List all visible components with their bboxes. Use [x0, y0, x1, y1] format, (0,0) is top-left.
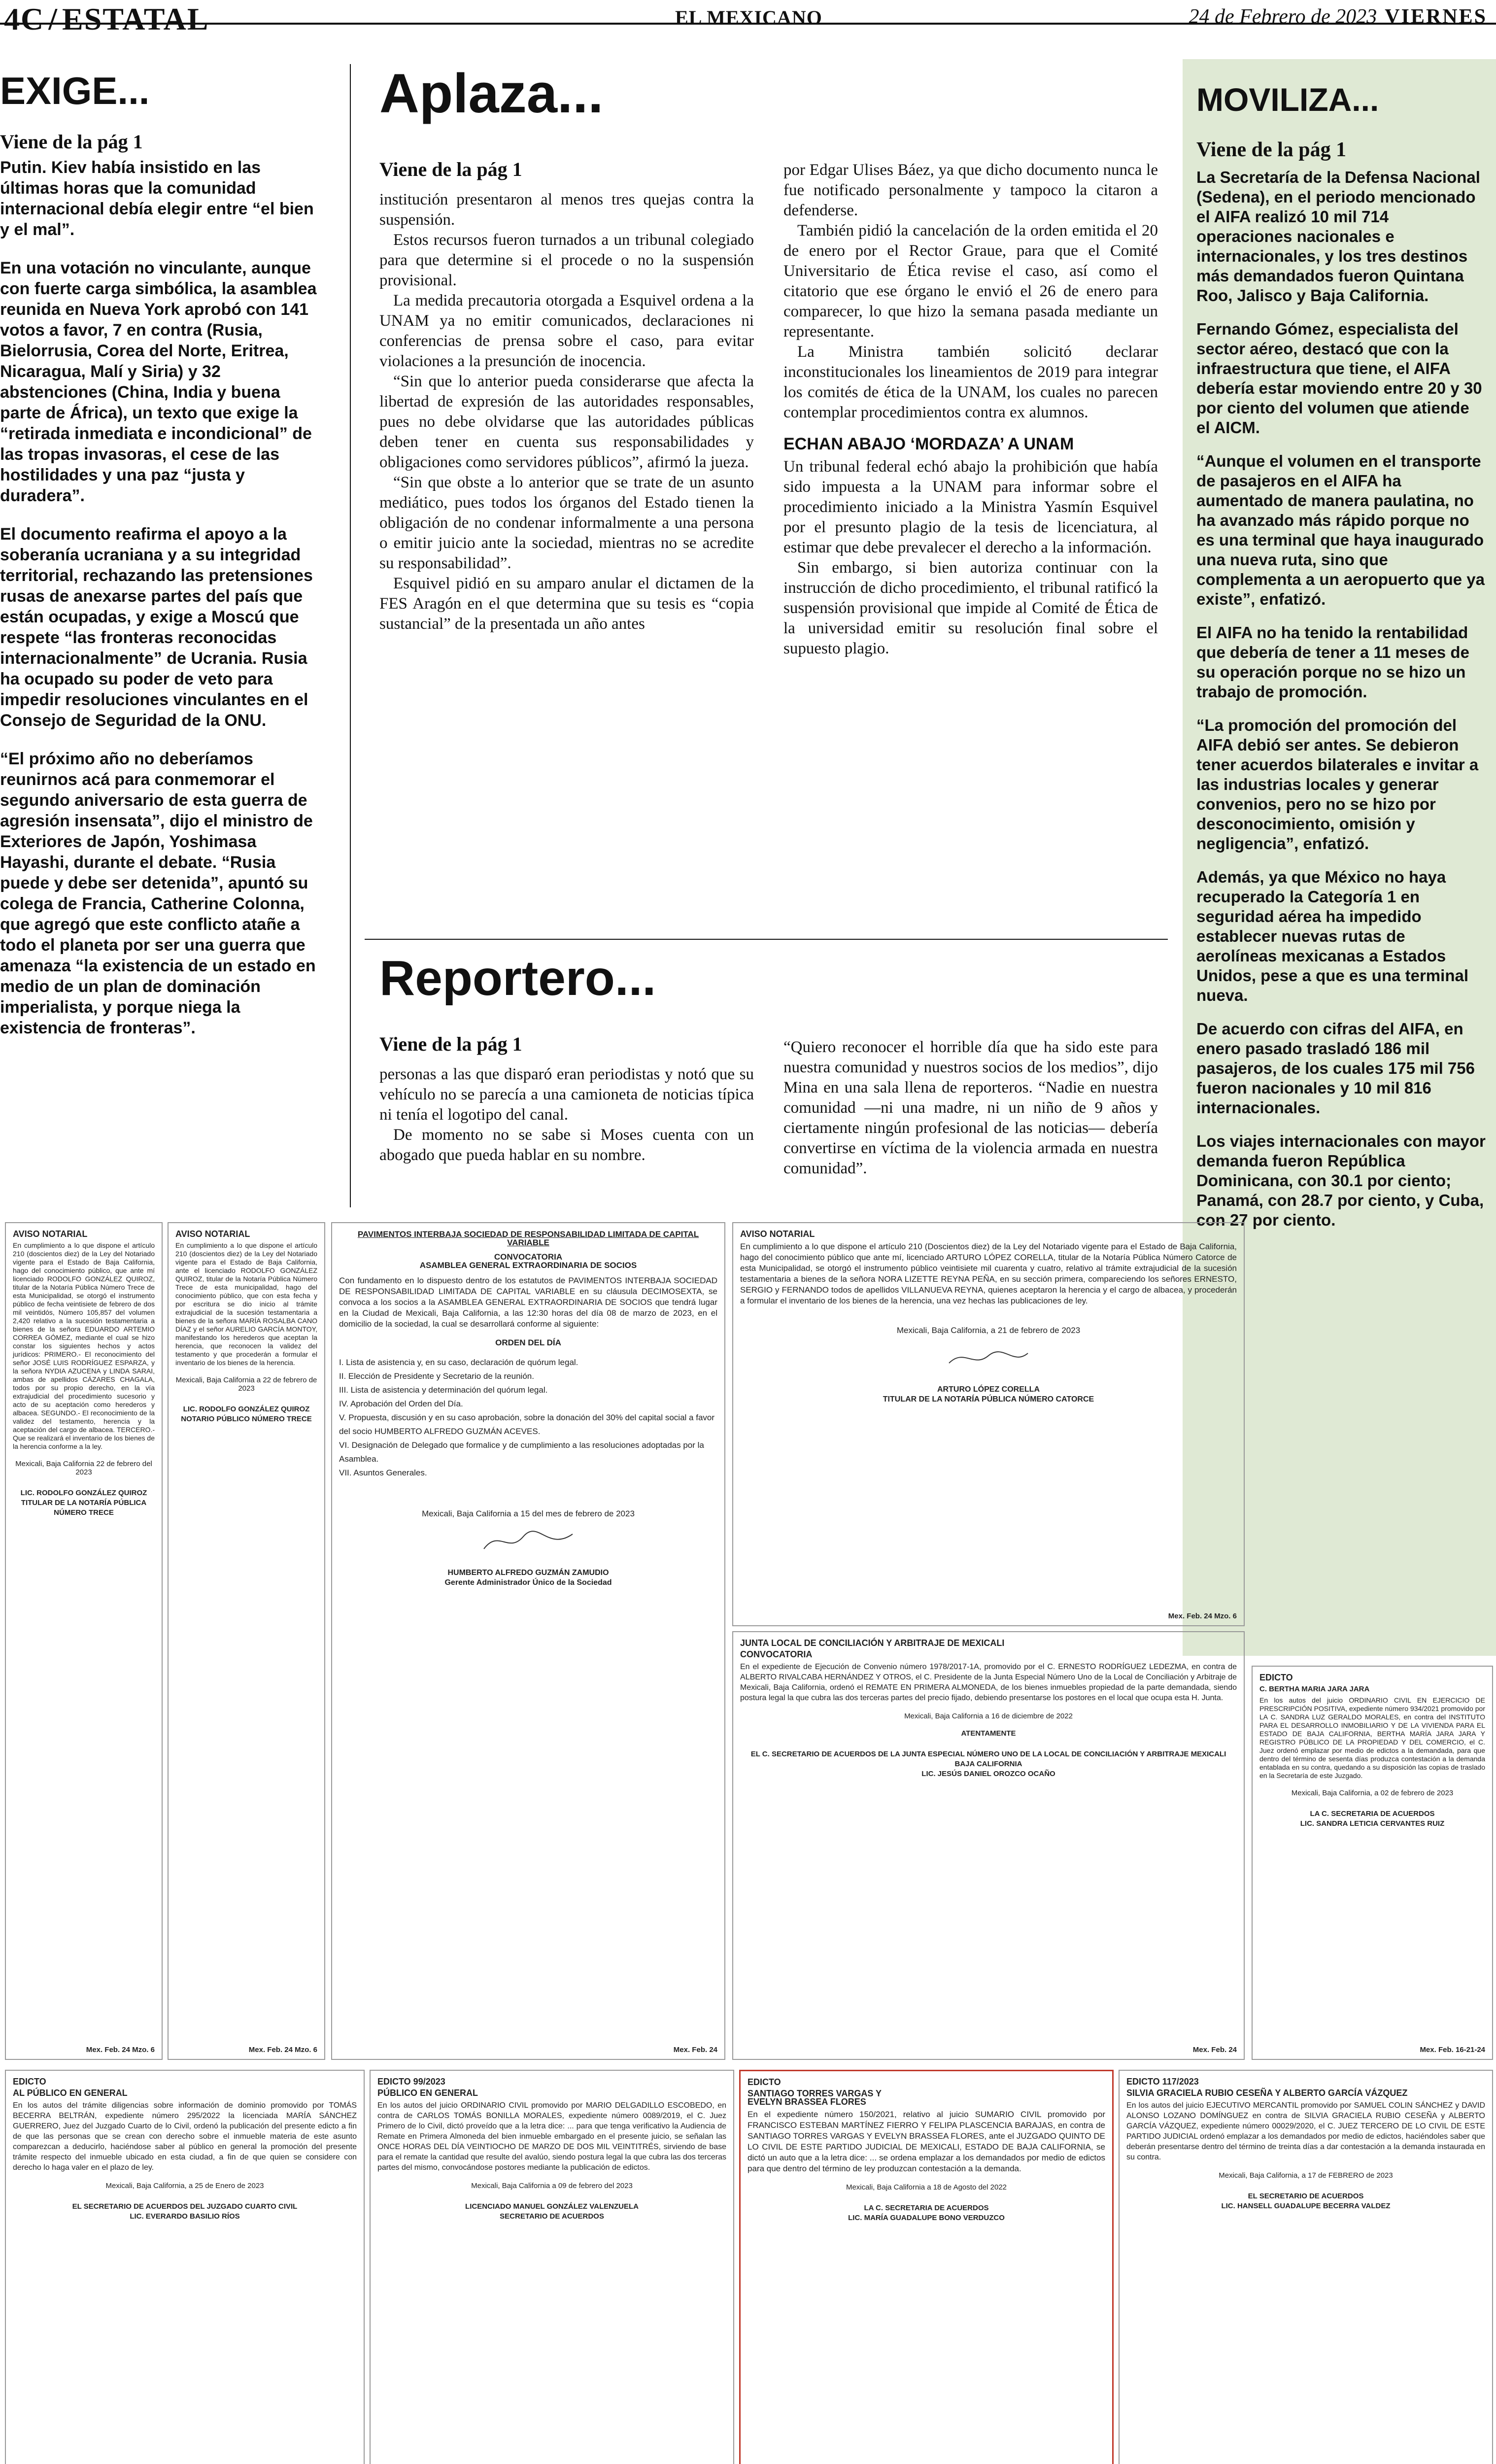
- notice-date: Mexicali, Baja California, a 02 de febrero de 2023: [1291, 1789, 1454, 1797]
- notice-title: JUNTA LOCAL DE CONCILIACIÓN Y ARBITRAJE DE MEXICALI: [740, 1638, 1005, 1648]
- moviliza-paragraph: La Secretaría de la Defensa Nacional (Sedena), en el periodo mencionado el AIFA realizó 10 mil 714 operaciones nacionales e internacionales, y los tres destinos más demandados fueron Quintana Roo, Jalisco y Baja California.: [1196, 168, 1480, 305]
- notice-aviso-notarial-3: [732, 1222, 1245, 1626]
- masthead: EL MEXICANO: [675, 6, 822, 29]
- notice-subtitle: SANTIAGO TORRES VARGAS Y EVELYN BRASSEA FLORES: [748, 2088, 882, 2107]
- aplaza-paragraph: “Sin que lo anterior pueda considerarse que afecta la libertad de expresión de las autoridades responsables, pues no debe olvidarse que las autoridades públicas deben tener en cuenta sus responsabilidades y obligaciones como servidores públicos”, afirmó la jueza.: [379, 373, 754, 471]
- notice-title: EDICTO: [748, 2077, 781, 2087]
- aplaza-paragraph: También pidió la cancelación de la orden emitida el 20 de enero por el Rector Graue, para que el Comité Universitario de Ética revise el caso, así como el citatorio que ese órgano le envió el 26 de enero para comparecer, lo que hizo la semana pasada mediante un representante.: [783, 222, 1158, 341]
- moviliza-body: [1196, 168, 1487, 1244]
- notice-junta-conciliacion: [732, 1631, 1245, 2060]
- notice-body: En los autos del juicio EJECUTIVO MERCANTIL promovido por SAMUEL COLIN SÁNCHEZ y DAVID ALONSO LOZANO DOMÍNGUEZ en contra de SILVIA GRACIELA RUBIO CESEÑA y ALBERTO GARCÍA VÁZQUEZ, expediente número 00029/2020, el C. JUEZ TERCERO DE LO CIVIL DE ESTE PARTIDO JUDICIAL ordenó emplazar a los demandados por medio de edictos, haciéndoles saber que deberán presentarse dentro del término de treinta días a dar contestación a la demanda instaurada en su contra.: [1126, 2101, 1485, 2161]
- page-header: [0, 0, 1496, 36]
- notice-footer: Mex. Feb. 16-21-24: [1420, 2046, 1485, 2054]
- agenda-title: ORDEN DEL DÍA: [495, 1338, 561, 1347]
- notice-body: Con fundamento en lo dispuesto dentro de los estatutos de PAVIMENTOS INTERBAJA SOCIEDAD DE RESPONSABILIDAD LIMITADA DE CAPITAL VARIABLE en su cláusula DECIMOSEXTA, se convoca a los socios a la ASAMBLEA GENERAL EXTRAORDINARIA DE SOCIOS que tendrá lugar en la Ciudad de Mexicali, Baja California, a las 12:30 horas del día 08 de marzo de 2023, en el domicilio de la sociedad, la cual se desarrollará conforme al siguiente:: [339, 1276, 717, 1329]
- notice-footer: Mex. Feb. 24 Mzo. 6: [86, 2046, 155, 2054]
- moviliza-paragraph: “Aunque el volumen en el transporte de pasajeros en el AIFA ha aumentado de manera paulatina, no ha avanzado más rápido porque no es una terminal que haya inaugurado una nueva ruta, sino que complementa a un aeropuerto que ya existe”, enfatizó.: [1196, 452, 1485, 608]
- notice-edicto-bertha: [1252, 1666, 1493, 2060]
- agenda-item: I. Lista de asistencia y, en su caso, declaración de quórum legal.: [339, 1358, 578, 1367]
- issue-date: [1189, 5, 1487, 29]
- aplaza-subhead: ECHAN ABAJO ‘MORDAZA’ A UNAM: [783, 435, 1074, 453]
- notice-title: AVISO NOTARIAL: [13, 1229, 88, 1239]
- kicker-moviliza: Viene de la pág 1: [1196, 138, 1347, 161]
- reportero-col-a: [379, 1032, 754, 1165]
- page-number: [4, 1, 209, 37]
- notice-signer: LA C. SECRETARIA DE ACUERDOS LIC. MARÍA GUADALUPE BONO VERDUZCO: [848, 2204, 1005, 2222]
- column-divider: [350, 64, 351, 1207]
- notice-body: En los autos del juicio ORDINARIO CIVIL EN EJERCICIO DE PRESCRIPCIÓN POSITIVA, expediente número 934/2021 promovido por LA C. SANDRA LUZ GERALDO MORALES, en contra del INSTITUTO PARA EL DESARROLLO INMOBILIARIO Y DE LA VIVIENDA PARA EL ESTADO DE BAJA CALIFORNIA, BERTHA MARÍA JARA JARA Y REGISTRO PÚBLICO DE LA PROPIEDAD Y DEL COMERCIO, el C. Juez ordenó emplazar por medio de edictos a la demandada, para que dentro del término de sesenta días produzca contestación a la demanda entablada en su contra, quedando a su disposición las copias de traslado en la Secretaría de este Juzgado.: [1259, 1696, 1485, 1780]
- reportero-text-c: [783, 1037, 1158, 1179]
- notice-date: Mexicali, Baja California, a 21 de febrero de 2023: [896, 1326, 1081, 1335]
- notice-edicto-99: [370, 2070, 734, 2464]
- notice-subtitle: C. BERTHA MARIA JARA JARA: [1259, 1685, 1370, 1693]
- notice-body: En cumplimiento a lo que dispone el artículo 210 (doscientos diez) de la Ley del Notariado vigente para el Estado de Baja California, ante el licenciado RODOLFO GONZÁLEZ QUIROZ, titular de la Notaría Pública Número Trece de esta municipalidad, hago del conocimiento público, que con esta fecha y por escritura se dio inicio al trámite extrajudicial de la sucesión testamentaria a bienes de la señora MARÍA ROSALBA CANO DÍAZ y el señor AURELIO GARCÍA MONTOY, manifestando los herederos que aceptan la herencia, que reconocen la validez del testamento y que procederán a formular el inventario de los bienes de la herencia.: [175, 1241, 317, 1367]
- notice-signer: EL SECRETARIO DE ACUERDOS DEL JUZGADO CUARTO CIVIL LIC. EVERARDO BASILIO RÍOS: [72, 2202, 298, 2221]
- reportero-text-a: [379, 1064, 754, 1165]
- aplaza-col-b: [783, 160, 1158, 659]
- notice-date: Mexicali, Baja California a 15 del mes de febrero de 2023: [422, 1509, 635, 1518]
- notice-signer: ARTURO LÓPEZ CORELLA TITULAR DE LA NOTARÍA PÚBLICA NÚMERO CATORCE: [883, 1385, 1094, 1403]
- notice-edicto-117: [1119, 2070, 1493, 2464]
- moviliza-paragraph: Además, ya que México no haya recuperado la Categoría 1 en seguridad aérea ha impedido establecer nuevas rutas de aerolíneas mexicanas a Estados Unidos, pese a que es una terminal nueva.: [1196, 868, 1468, 1004]
- headline-exige: EXIGE...: [0, 69, 150, 112]
- moviliza-paragraph: Fernando Gómez, especialista del sector aéreo, destacó que con la infraestructura que tiene, el AIFA debería estar moviendo entre 20 y 30 por ciento del volumen que atiende el AICM.: [1196, 320, 1482, 437]
- aplaza-paragraph: “Sin que obste a lo anterior que se trate de un asunto mediático, pues todos los órganos del Estado tienen la obligación de no condenar informalmente a una persona o emitir juicio ante la sociedad, mientras no se acredite su responsabilidad”.: [379, 474, 754, 572]
- notice-footer: Mex. Feb. 24: [673, 2046, 717, 2054]
- notice-signer: EL SECRETARIO DE ACUERDOS LIC. HANSELL GUADALUPE BECERRA VALDEZ: [1221, 2192, 1391, 2210]
- signature-image: [479, 1527, 578, 1556]
- agenda-item: III. Lista de asistencia y determinación del quórum legal.: [339, 1385, 548, 1395]
- notice-subtitle: PÚBLICO EN GENERAL: [377, 2088, 478, 2098]
- notice-date: Mexicali, Baja California 22 de febrero del 2023: [15, 1460, 152, 1476]
- kicker-aplaza: Viene de la pág 1: [379, 158, 522, 180]
- notice-signer: LIC. RODOLFO GONZÁLEZ QUIROZ NOTARIO PÚBLICO NÚMERO TRECE: [181, 1405, 312, 1423]
- notice-aviso-notarial-1: [5, 1222, 163, 2060]
- notice-date: Mexicali, Baja California a 18 de Agosto del 2022: [846, 2183, 1007, 2191]
- notice-footer: Mex. Feb. 24: [1192, 2046, 1237, 2054]
- notice-edicto-santiago: [739, 2070, 1114, 2464]
- notice-title: AVISO NOTARIAL: [740, 1229, 815, 1239]
- agenda-item: II. Elección de Presidente y Secretario de la reunión.: [339, 1371, 534, 1381]
- notice-convocatoria-pavimentos: [331, 1222, 725, 2060]
- headline-aplaza: Aplaza...: [379, 63, 604, 124]
- date-text: 24 de Febrero de 2023: [1189, 5, 1377, 28]
- aplaza-paragraph: Un tribunal federal echó abajo la prohibición que había sido impuesta a la UNAM para informar sobre el procedimiento iniciado a la Ministra Yasmín Esquivel por el presunto plagio de la tesis de licenciatura, al estimar que debe prevalecer el derecho a la información.: [783, 458, 1158, 556]
- notice-aviso-notarial-2: [168, 1222, 325, 2060]
- reportero-paragraph: “Quiero reconocer el horrible día que ha sido este para nuestra comunidad y nuestros socios de los medios”, dijo Mina en una sala llena de reporteros. “Nadie en nuestra comunidad —ni una madre, ni un niño de 9 años y ciertamente ningún profesional de las noticias— debería convertirse en víctima de la violencia armada en nuestra comunidad”.: [783, 1038, 1158, 1177]
- notice-subtitle: CONVOCATORIA: [740, 1649, 813, 1659]
- aplaza-paragraph: por Edgar Ulises Báez, ya que dicho documento nunca le fue notificado personalmente y tampoco la citaron a defenderse.: [783, 161, 1158, 219]
- notice-body: En cumplimiento a lo que dispone el artículo 210 (Doscientos diez) de la Ley del Notariado vigente para el Estado de Baja California, hago del conocimiento público que ante mí, licenciado ARTURO LÓPEZ CORELLA, titular de la Notaría Pública Número Catorce de esta Municipalidad, se otorgó el instrumento público veintisiete mil cuarenta y cuatro, relativo al trámite extrajudicial de la sucesión testamentaria a bienes de la señora NORA LIZETTE REYNA PEÑA, en su sección primera, compareciendo los señores ERNESTO, SERGIO y FERNANDO todos de apellidos VILLANUEVA REYNA, quienes aceptaron la herencia y el cargo de albacea, y procederán a formular el inventario de los bienes de la herencia, una vez hechas las publicaciones de ley.: [740, 1242, 1237, 1305]
- aplaza-text-b: [783, 160, 1158, 423]
- exige-p1: Putin. Kiev había insistido en las últimas horas que la comunidad internacional debía elegir entre “el bien y el mal”.: [0, 158, 314, 239]
- article-exige: [0, 69, 345, 1038]
- kicker-reportero: Viene de la pág 1: [379, 1033, 522, 1055]
- moviliza-paragraph: Los viajes internacionales con mayor demanda fueron República Dominicana, con 30.1 por ciento; Panamá, con 28.7 por ciento, y Cuba, con 27 por ciento.: [1196, 1132, 1486, 1229]
- aplaza-paragraph: Estos recursos fueron turnados a un tribunal colegiado para que determine si el procede o no la suspensión provisional.: [379, 231, 754, 289]
- signature-image: [939, 1343, 1038, 1373]
- agenda-item: IV. Aprobación del Orden del Día.: [339, 1399, 463, 1408]
- notice-footer: Mex. Feb. 24 Mzo. 6: [1168, 1612, 1237, 1620]
- notice-title: EDICTO: [1259, 1673, 1293, 1682]
- notice-footer: Mex. Feb. 24 Mzo. 6: [248, 2046, 317, 2054]
- agenda-item: VII. Asuntos Generales.: [339, 1468, 427, 1477]
- reportero-col-b: [783, 1037, 1158, 1179]
- exige-p4: “El próximo año no deberíamos reunirnos acá para conmemorar el segundo aniversario de esta guerra de agresión insensata”, dijo el ministro de Exteriores de Japón, Yoshimasa Hayashi, durante el debate. “Rusia puede y debe ser detenida”, apuntó su colega de Francia, Catherine Colonna, que agregó que este conflicto atañe a todo el planeta por ser una guerra que amenaza “la existencia de un estado en medio de un plan de dominación imperialista, y porque niega la existencia de fronteras”.: [0, 750, 316, 1037]
- reportero-paragraph: personas a las que disparó eran periodistas y notó que su vehículo no se parecía a una camioneta de noticias típica ni tenía el logotipo del canal.: [379, 1065, 754, 1124]
- aplaza-paragraph: La Ministra también solicitó declarar inconstitucionales los lineamientos de 2019 para integrar los comités de ética de la UNAM, los cuales no parecen contemplar procedimientos contra ex alumnos.: [783, 343, 1158, 421]
- notice-date: Mexicali, Baja California, a 25 de Enero de 2023: [105, 2182, 264, 2190]
- notice-subtitle: CONVOCATORIA ASAMBLEA GENERAL EXTRAORDINARIA DE SOCIOS: [419, 1252, 637, 1270]
- weekday-text: VIERNES: [1385, 5, 1487, 28]
- notice-signer: EL C. SECRETARIO DE ACUERDOS DE LA JUNTA ESPECIAL NÚMERO UNO DE LA LOCAL DE CONCILIACIÓN Y ARBITRAJE MEXICALI BAJA CALIFORNIA LIC. JESÚS DANIEL OROZCO OCAÑO: [750, 1750, 1226, 1778]
- aplaza-paragraph: Esquivel pidió en su amparo anular el dictamen de la FES Aragón en el que determina que su tesis es “copia sustancial” de la presentada un año antes: [379, 575, 754, 633]
- notice-date: Mexicali, Baja California a 22 de febrero de 2023: [175, 1376, 317, 1393]
- notice-title: AVISO NOTARIAL: [175, 1229, 250, 1239]
- section-rule: [365, 939, 1168, 940]
- headline-reportero: Reportero...: [379, 951, 656, 1006]
- notice-edicto-publico-general: [5, 2070, 365, 2464]
- notice-signer: LIC. RODOLFO GONZÁLEZ QUIROZ TITULAR DE LA NOTARÍA PÚBLICA NÚMERO TRECE: [20, 1489, 147, 1517]
- page-number-text: 4C: [4, 1, 45, 36]
- agenda-item: VI. Designación de Delegado que formalice y de cumplimiento a las resoluciones adoptadas por la Asamblea.: [339, 1440, 704, 1464]
- aplaza-col-a: [379, 158, 754, 634]
- article-reportero: [379, 951, 1168, 1207]
- article-aplaza: [379, 64, 1168, 941]
- headline-moviliza: MOVILIZA...: [1196, 81, 1379, 118]
- notice-title: EDICTO: [13, 2077, 46, 2087]
- exige-p3: El documento reafirma el apoyo a la soberanía ucraniana y a su integridad territorial, rechazando las pretensiones rusas de anexarse partes del país que están ocupadas, y exige a Moscú que respete “las fronteras reconocidas internacionalmente” de Ucrania. Rusia ha ocupado su poder de veto para impedir resoluciones vinculantes en el Consejo de Seguridad de la ONU.: [0, 525, 313, 730]
- notice-signer: LICENCIADO MANUEL GONZÁLEZ VALENZUELA SECRETARIO DE ACUERDOS: [465, 2202, 639, 2221]
- aplaza-text-a: [379, 190, 754, 634]
- notice-signer: LA C. SECRETARIA DE ACUERDOS LIC. SANDRA LETICIA CERVANTES RUIZ: [1300, 1810, 1445, 1828]
- notice-body: En el expediente de Ejecución de Convenio número 1978/2017-1A, promovido por el C. ERNESTO RODRÍGUEZ LEDEZMA, en contra de ALBERTO RIVALCABA HERNÁNDEZ Y OTROS, el C. Presidente de la Junta Especial Número Uno de la Local de Conciliación y Arbitraje de Mexicali, Baja California, ordenó el REMATE EN PRIMERA ALMONEDA, de los bienes inmuebles propiedad de la parte demandada, siendo postura legal la que cubra las dos terceras partes del precio fijado, debiendo presentarse los postores en el local que ocupa esta H. Junta.: [740, 1663, 1237, 1702]
- notice-body: En cumplimiento a lo que dispone el artículo 210 (doscientos diez) de la Ley del Notariado vigente para el Estado de Baja California, hago del conocimiento público, que ante mí licenciado RODOLFO GONZÁLEZ QUIROZ, titular de la Notaría Pública Número Trece de esta Municipalidad, se otorgó el instrumento público de fecha veintisiete de febrero de dos mil veintidós, Número 105,857 del volumen 2,420 relativo a la sucesión testamentaria a bienes de la señora EDUARDO ARTEMIO CORREA GÓMEZ, mediante el cual se hizo constar los siguientes hechos y actos jurídicos: PRIMERO.- El reconocimiento del señor JOSÉ LUIS RODRÍGUEZ ESPARZA, y la señora NYDIA AZUCENA y LINDA SARAI, ambas de apellidos CÁZARES CHAGALA, todos por su propio derecho, en la vía extrajudicial del procedimiento sucesorio y acto de su aceptación como herederos y albacea. SEGUNDO.- El reconocimiento de la validez del testamento, herencia y la aceptación del cargo de albacea. TERCERO.- Que se realizará el inventario de los bienes de la herencia conforme a la ley.: [13, 1241, 155, 1450]
- reportero-paragraph: De momento no se sabe si Moses cuenta con un abogado que pueda hablar en su nombre.: [379, 1126, 754, 1164]
- aplaza-paragraph: Sin embargo, si bien autoriza continuar con la instrucción de dicho procedimiento, el tribunal ratificó la suspensión provisional que impide al Comité de Ética de la universidad emitir su resolución final sobre el supuesto plagio.: [783, 559, 1158, 657]
- agenda-list: [339, 1356, 717, 1480]
- kicker-exige: Viene de la pág 1: [0, 131, 143, 153]
- notice-title: PAVIMENTOS INTERBAJA SOCIEDAD DE RESPONSABILIDAD LIMITADA DE CAPITAL VARIABLE: [357, 1230, 699, 1247]
- moviliza-paragraph: “La promoción del promoción del AIFA debió ser antes. Se debieron tener acuerdos bilaterales e invitar a las industrias locales y generar convenios, pero no se hizo por desconocimiento, omisión y negligencia”, enfatizó.: [1196, 716, 1479, 853]
- notice-title: EDICTO 117/2023: [1126, 2077, 1199, 2087]
- moviliza-paragraph: De acuerdo con cifras del AIFA, en enero pasado trasladó 186 mil pasajeros, de los cuales 175 mil 756 fueron nacionales y 10 mil 816 internacionales.: [1196, 1020, 1475, 1117]
- notice-body: En los autos del trámite diligencias sobre información de dominio promovido por TOMÁS BECERRA BELTRÁN, expediente número 295/2022 la licenciada MARÍA SÁNCHEZ GUERRERO, Juez del Juzgado Cuarto de lo Civil, ordenó la publicación del presente edicto a fin de que las personas que se crean con derecho sobre el inmueble materia de este asunto comparezcan a deducirlo, haciéndose saber al público en general la promoción del presente trámite respecto del inmueble ubicado en esta ciudad, a fin de que quien se considere con derecho lo haga valer en el plazo de ley.: [13, 2101, 357, 2172]
- notice-closing: ATENTAMENTE: [961, 1729, 1016, 1738]
- notice-date: Mexicali, Baja California, a 17 de FEBRERO de 2023: [1219, 2171, 1393, 2180]
- section-divider: /: [48, 1, 58, 36]
- notice-subtitle: SILVIA GRACIELA RUBIO CESEÑA Y ALBERTO GARCÍA VÁZQUEZ: [1126, 2088, 1408, 2098]
- notice-signer: HUMBERTO ALFREDO GUZMÁN ZAMUDIO Gerente Administrador Único de la Sociedad: [444, 1569, 612, 1587]
- aplaza-paragraph: institución presentaron al menos tres quejas contra la suspensión.: [379, 191, 754, 229]
- aplaza-text-c: [783, 457, 1158, 659]
- notice-date: Mexicali, Baja California a 09 de febrero del 2023: [471, 2182, 633, 2190]
- agenda-item: V. Propuesta, discusión y en su caso aprobación, sobre la donación del 30% del capital social a favor del socio HUMBERTO ALFREDO GUZMÁN ACEVES.: [339, 1413, 715, 1436]
- exige-p2: En una votación no vinculante, aunque con fuerte carga simbólica, la asamblea reunida en Nueva York aprobó con 141 votos a favor, 7 en contra (Rusia, Bielorrusia, Corea del Norte, Eritrea, Nicaragua, Malí y Siria) y 32 abstenciones (China, India y buena parte de África), un texto que exige la “retirada inmediata e incondicional” de las tropas invasoras, el cese de las hostilidades y una paz “justa y duradera”.: [0, 259, 317, 505]
- notice-title: EDICTO 99/2023: [377, 2077, 445, 2087]
- moviliza-paragraph: El AIFA no ha tenido la rentabilidad que debería de tener a 11 meses de su operación porque no se hizo un trabajo de promoción.: [1196, 623, 1469, 701]
- notice-subtitle: AL PÚBLICO EN GENERAL: [13, 2088, 128, 2098]
- notice-date: Mexicali, Baja California a 16 de diciembre de 2022: [904, 1712, 1073, 1720]
- section-name: ESTATAL: [62, 1, 209, 36]
- notice-body: En el expediente número 150/2021, relativo al juicio SUMARIO CIVIL promovido por FRANCISCO ESTEBAN MARTÍNEZ FIERRO Y FELIPA PLASCENCIA BARAJAS, en contra de SANTIAGO TORRES VARGAS Y EVELYN BRASSEA FLORES, ante el JUZGADO QUINTO DE LO CIVIL DE ESTE PARTIDO JUDICIAL DE MEXICALI, ESTADO DE BAJA CALIFORNIA, se dictó un auto que a la letra dice: ... se ordena emplazar a los demandados por medio de edictos para que dentro del término de ley produzcan contestación a la demanda.: [748, 2110, 1105, 2173]
- aplaza-paragraph: La medida precautoria otorgada a Esquivel ordena a la UNAM ya no emitir comunicados, declaraciones ni conferencias de prensa sobre el caso, para evitar violaciones a la presunción de inocencia.: [379, 292, 754, 370]
- notice-body: En los autos del juicio ORDINARIO CIVIL promovido por MARIO DELGADILLO ESCOBEDO, en contra de CARLOS TOMÁS BONILLA MORALES, expediente número 0089/2019, el C. Juez Primero de lo Civil, dictó proveído que a la letra dice: ... para que tenga verificativo la Audiencia de Remate en Primera Almoneda del bien inmueble embargado en el presente juicio, se señalan las ONCE HORAS DEL DÍA VEINTIOCHO DE MARZO DE DOS MIL VEINTITRÉS, sirviendo de base para el remate la cantidad que resulte del avalúo, siendo postura legal la que cubra las dos terceras partes del mismo, convocándose postores mediante la publicación de edictos.: [377, 2101, 726, 2172]
